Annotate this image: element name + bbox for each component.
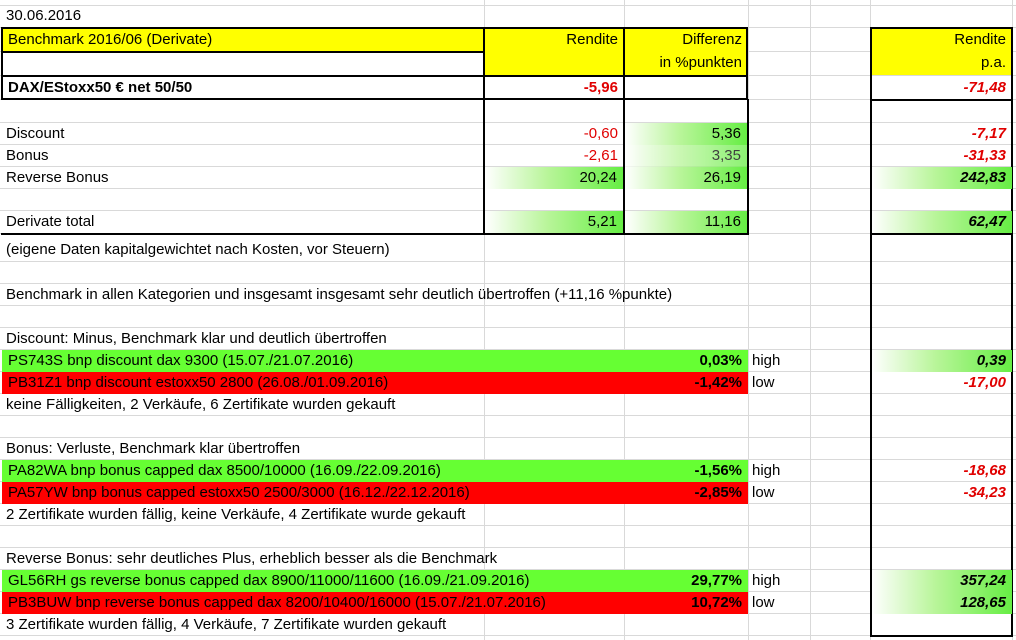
category-rendite-pa[interactable]: -7,17 <box>971 125 1006 142</box>
border <box>1 51 484 53</box>
category-label[interactable]: Discount <box>6 125 65 142</box>
low-label[interactable]: PB31Z1 bnp discount estoxx50 2800 (26.08./01.09.2016) <box>8 374 389 391</box>
header-differenz[interactable]: Differenz <box>682 31 742 48</box>
benchmark-rendite-pa[interactable]: -71,48 <box>963 79 1006 96</box>
category-rendite[interactable]: -0,60 <box>583 125 618 142</box>
low-rendite-pa[interactable]: -34,23 <box>963 484 1006 501</box>
high-rendite-pa[interactable]: -18,68 <box>963 462 1006 479</box>
high-rendite-pa[interactable]: 0,39 <box>872 350 1012 372</box>
high-rendite-pa[interactable]: 357,24 <box>872 570 1012 592</box>
high-tag[interactable]: high <box>752 572 781 589</box>
border <box>870 99 1013 101</box>
category-rendite[interactable]: -2,61 <box>583 147 618 164</box>
gridline <box>810 0 811 640</box>
category-label[interactable]: Bonus <box>6 147 49 164</box>
low-tag[interactable]: low <box>752 374 775 391</box>
header-differenz-unit[interactable]: in %punkten <box>659 54 742 71</box>
section-heading[interactable]: Discount: Minus, Benchmark klar und deutlich übertroffen <box>6 330 387 347</box>
category-diff[interactable]: 5,36 <box>625 123 747 145</box>
benchmark-label[interactable]: DAX/EStoxx50 € net 50/50 <box>8 79 193 96</box>
border <box>1 233 749 235</box>
high-label[interactable]: PA82WA bnp bonus capped dax 8500/10000 (16.09./22.09.2016) <box>8 462 441 479</box>
header-rendite-pa[interactable]: Rendite <box>954 31 1006 48</box>
category-rendite-pa[interactable]: -31,33 <box>963 147 1006 164</box>
high-value[interactable]: -1,56% <box>694 462 742 479</box>
low-tag[interactable]: low <box>752 484 775 501</box>
header-pa[interactable]: p.a. <box>980 54 1006 71</box>
category-diff[interactable]: 26,19 <box>625 167 747 189</box>
benchmark-rendite[interactable]: -5,96 <box>583 79 618 96</box>
category-label[interactable]: Reverse Bonus <box>6 169 109 186</box>
high-value[interactable]: 0,03% <box>699 352 742 369</box>
category-rendite[interactable]: 20,24 <box>485 167 623 189</box>
gridline <box>0 261 1016 262</box>
low-label[interactable]: PA57YW bnp bonus capped estoxx50 2500/3000 (16.12./22.12.2016) <box>8 484 470 501</box>
summary-note[interactable]: Benchmark in allen Kategorien und insgesamt insgesamt sehr deutlich übertroffen (+11,16 %punkte) <box>6 286 673 303</box>
low-tag[interactable]: low <box>752 594 775 611</box>
low-value[interactable]: -2,85% <box>694 484 742 501</box>
section-footer[interactable]: 3 Zertifikate wurden fällig, 4 Verkäufe, 7 Zertifikate wurden gekauft <box>6 616 447 633</box>
high-label[interactable]: PS743S bnp discount dax 9300 (15.07./21.07.2016) <box>8 352 354 369</box>
section-footer[interactable]: 2 Zertifikate wurden fällig, keine Verkäufe, 4 Zertifikate wurde gekauft <box>6 506 466 523</box>
section-heading[interactable]: Bonus: Verluste, Benchmark klar übertroffen <box>6 440 301 457</box>
header-rendite[interactable]: Rendite <box>566 31 618 48</box>
border <box>747 99 749 235</box>
low-rendite-pa[interactable]: 128,65 <box>872 592 1012 614</box>
low-label[interactable]: PB3BUW bnp reverse bonus capped dax 8200/10400/16000 (15.07./21.07.2016) <box>8 594 546 611</box>
category-rendite-pa[interactable]: 242,83 <box>872 167 1012 189</box>
section-footer[interactable]: keine Fälligkeiten, 2 Verkäufe, 6 Zertifikate wurden gekauft <box>6 396 396 413</box>
date-cell[interactable]: 30.06.2016 <box>6 7 82 24</box>
high-value[interactable]: 29,77% <box>691 572 742 589</box>
pa-column-border <box>870 27 1013 637</box>
high-label[interactable]: GL56RH gs reverse bonus capped dax 8900/11000/11600 (16.09./21.09.2016) <box>8 572 530 589</box>
low-value[interactable]: 10,72% <box>691 594 742 611</box>
header-title[interactable]: Benchmark 2016/06 (Derivate) <box>8 31 213 48</box>
section-heading[interactable]: Reverse Bonus: sehr deutliches Plus, erheblich besser als die Benchmark <box>6 550 498 567</box>
category-diff[interactable]: 3,35 <box>625 145 747 167</box>
source-note[interactable]: (eigene Daten kapitalgewichtet nach Kosten, vor Steuern) <box>6 241 390 258</box>
total-label[interactable]: Derivate total <box>6 213 95 230</box>
total-rendite[interactable]: 5,21 <box>485 211 623 233</box>
border <box>623 27 625 77</box>
low-value[interactable]: -1,42% <box>694 374 742 391</box>
high-tag[interactable]: high <box>752 462 781 479</box>
low-rendite-pa[interactable]: -17,00 <box>963 374 1006 391</box>
high-tag[interactable]: high <box>752 352 781 369</box>
total-rendite-pa[interactable]: 62,47 <box>872 211 1012 233</box>
border <box>870 233 1013 235</box>
total-diff[interactable]: 11,16 <box>625 211 747 233</box>
gridline <box>748 0 749 640</box>
